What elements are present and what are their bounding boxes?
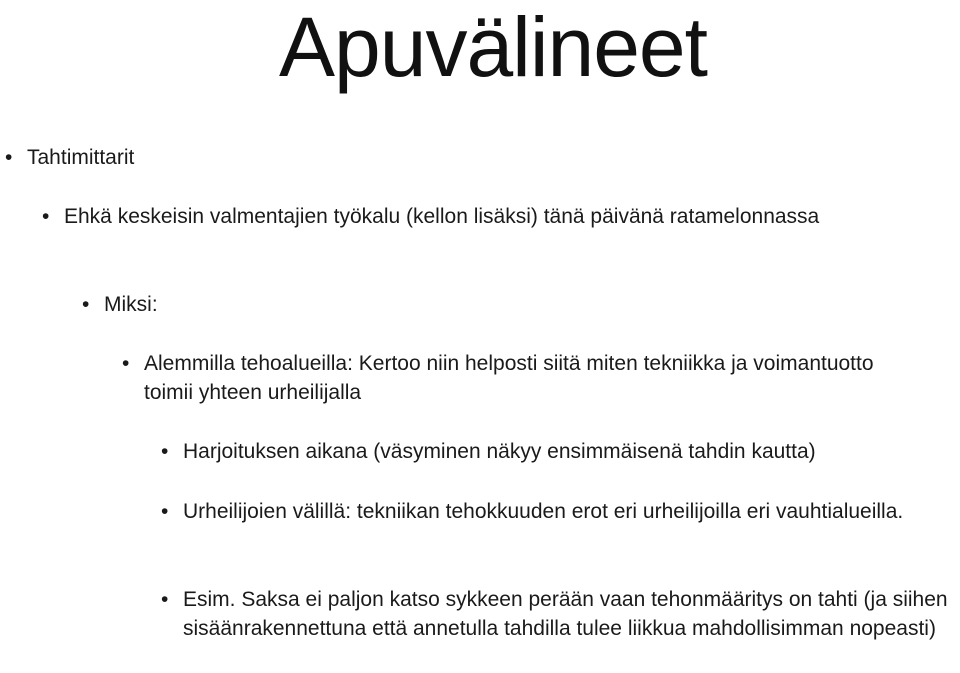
list-item-text: Urheilijoien välillä: tekniikan tehokkuuden erot eri urheilijoilla eri vauhtialueilla. xyxy=(183,500,904,523)
list-item-miksi xyxy=(82,290,904,319)
bullet-icon: • xyxy=(161,500,169,523)
list-item-esim-saksa xyxy=(161,585,960,643)
list-item-text: Esim. Saksa ei paljon katso sykkeen perään vaan tehonmääritys on tahti (ja siihen sisäänrakennettuna että annetulla tahdilla tulee liikkua mahdollisimman nopeasti) xyxy=(183,588,948,640)
bullet-icon: • xyxy=(82,293,90,316)
list-item-text: Harjoituksen aikana (väsyminen näkyy ensimmäisenä tahdin kautta) xyxy=(183,440,816,463)
list-item-urheilijoiden-valilla xyxy=(161,497,923,526)
list-item-text: Miksi: xyxy=(104,293,158,316)
list-item-keskeisin-tyokalu xyxy=(42,202,834,231)
bullet-icon: • xyxy=(5,146,13,169)
list-item-text: Tahtimittarit xyxy=(27,146,135,169)
slide-title: Apuvälineet xyxy=(279,0,707,94)
list-item-harjoituksen-aikana xyxy=(161,437,958,466)
bullet-icon: • xyxy=(161,440,169,463)
bullet-icon: • xyxy=(161,588,169,611)
bullet-icon: • xyxy=(122,352,130,375)
list-item-text: Alemmilla tehoalueilla: Kertoo niin helposti siitä miten tekniikka ja voimantuotto toimii yhteen urheilijalla xyxy=(144,352,874,404)
list-item-tahtimittarit xyxy=(5,143,927,172)
list-item-text: Ehkä keskeisin valmentajien työkalu (kellon lisäksi) tänä päivänä ratamelonnassa xyxy=(64,205,820,228)
list-item-alemmilla-tehoalueilla xyxy=(122,349,924,407)
bullet-icon: • xyxy=(42,205,50,228)
